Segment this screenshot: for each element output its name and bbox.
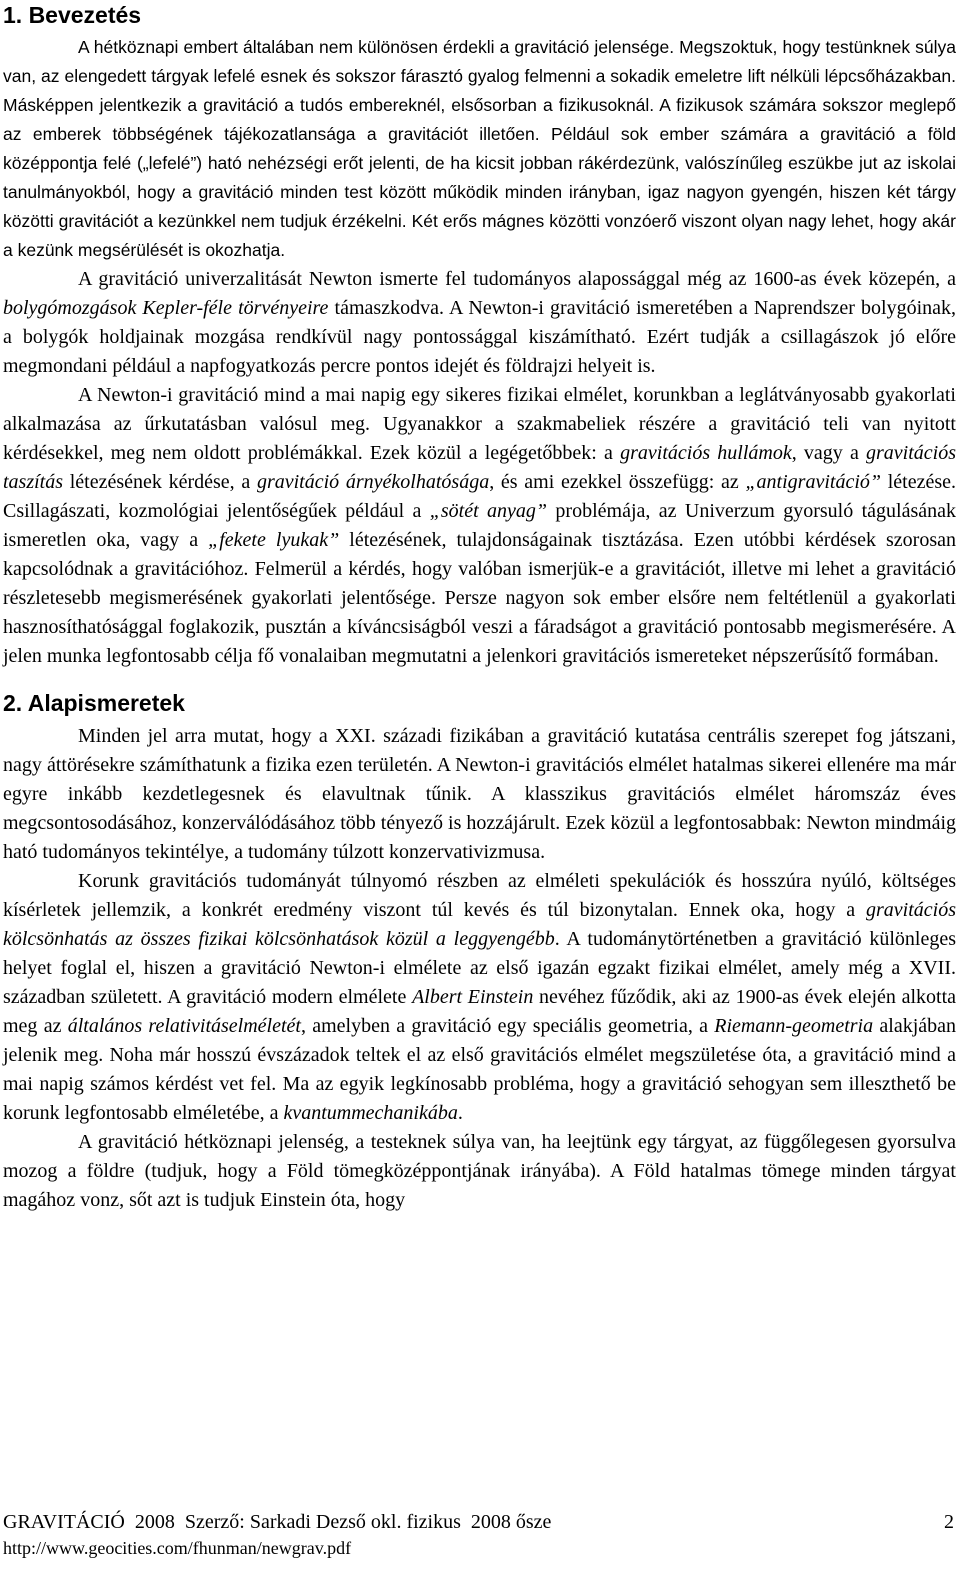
- section-2-heading: 2. Alapismeretek: [3, 690, 185, 716]
- section-1-paragraph-3: [3, 381, 956, 671]
- footer-title: GRAVITÁCIÓ 2008 Szerző: Sarkadi Dezső okl. fizikus 2008 ősze: [3, 1511, 552, 1533]
- page-footer: [3, 1509, 954, 1561]
- section-2-paragraph-3: [3, 1128, 956, 1215]
- text-run: létezésének kérdése, a: [63, 471, 257, 493]
- text-run: problémája, az Univerzum gyorsuló tágulásának ismeretlen oka, vagy a: [3, 500, 957, 551]
- italic-term: gravitációs hullámok: [620, 442, 792, 464]
- text-run: nevéhez fűződik, aki az 1900-as évek elején alkotta meg az: [3, 986, 957, 1037]
- italic-term: „fekete lyukak”: [208, 529, 340, 551]
- text-run: , és ami ezekkel összefügg: az: [489, 471, 746, 493]
- italic-term: kvantummechanikába: [283, 1102, 458, 1124]
- section-2-paragraph-2: [3, 867, 956, 1128]
- italic-term: gravitáció árnyékolhatósága: [256, 471, 490, 493]
- text-run: , amelyben a gravitáció egy speciális geometria, a: [300, 1015, 715, 1037]
- footer-url-link[interactable]: http://www.geocities.com/fhunman/newgrav.pdf: [3, 1538, 352, 1558]
- text-run: támaszkodva. A Newton-i gravitáció ismeretében a Naprendszer bolygóinak, a bolygók holdjainak mozgása rendkívül nagy pontossággal kiszámítható. Ezért tudják a csillagászok jó előre megmondani például a napfogyatkozás percre pontos idejét és földrajzi helyeit is.: [3, 297, 957, 377]
- text-run: Minden jel arra mutat, hogy a XXI. századi fizikában a gravitáció kutatása centrális szerepet fog játszani, nagy áttörésekre számíthatunk a fizika ezen területén. A Newton-i gravitációs elmélet hatalmas sikerei ellenére ma már egyre inkább kezdetlegesnek és elavultnak tűnik. A klasszikus gravitációs elmélet háromszáz éves megcsontosodásához, konzerválódásához több tényező is hozzájárult. Ezek közül a legfontosabbak: Newton mindmáig ható tudományos tekintélye, a tudomány túlzott konzervativizmusa.: [3, 725, 956, 863]
- text-run: létezésének, tulajdonságainak tisztázása. Ezen utóbbi kérdések szorosan kapcsolódnak a gravitációhoz. Felmerül a kérdés, hogy valóban ismerjük-e a gravitációt, illetve mi lehet a gravitáció részletesebb megismerésének gyakorlati jelentősége. Persze nagyon sok ember elsőre nem feltétlenül a gyakorlati hasznosíthatósággal foglakozik, pusztán a kíváncsiságból veszi a fáradságot a gravitáció pontosabb megismerésére. A jelen munka legfontosabb célja fő vonalaiban megmutatni a jelenkori gravitációs ismereteket népszerűsítő formában.: [3, 529, 956, 667]
- section-2-paragraph-1: [3, 722, 956, 867]
- text-run: A gravitáció hétköznapi jelenség, a testeknek súlya van, ha leejtünk egy tárgyat, az függőlegesen gyorsulva mozog a földre (tudjuk, hogy a Föld tömegközéppontjának irányába). A Föld hatalmas tömege minden tárgyat magához vonz, sőt azt is tudjuk Einstein óta, hogy: [3, 1131, 956, 1211]
- footer-row: [3, 1509, 954, 1535]
- italic-term: „antigravitáció”: [745, 471, 882, 493]
- italic-term: gravitációs kölcsönhatás az összes fizikai kölcsönhatások közül a leggyengébb: [3, 899, 956, 950]
- section-1-paragraph-1: [3, 33, 956, 265]
- text-run: alakjában jelenik meg. Noha már hosszú évszázadok teltek el az első gravitációs elmélet megszületése óta, a gravitáció mind a mai napig számos kérdést vet fel. Ma az egyik legkínosabb probléma, hogy a gravitáció sehogyan sem illeszthető be korunk legfontosabb elméletébe, a: [3, 1015, 957, 1124]
- italic-term: Riemann-geometria: [714, 1015, 874, 1037]
- text-run: létezése. Csillagászati, kozmológiai jelentőségűek például a: [3, 471, 957, 522]
- text-run: Korunk gravitációs tudományát túlnyomó részben az elméleti spekulációk és hosszúra nyúló, költséges kísérletek jellemzik, a konkrét eredmény viszont túl kevés és túl bizonytalan. Ennek oka, hogy a: [3, 870, 956, 921]
- section-1-paragraph-2: [3, 265, 956, 381]
- text-run: A Newton-i gravitáció mind a mai napig egy sikeres fizikai elmélet, korunkban a leglátványosabb gyakorlati alkalmazása az űrkutatásban valósul meg. Ugyanakkor a szakmabeliek részére a gravitáció teli van nyitott kérdésekkel, meg nem oldott problémákkal. Ezek közül a legégetőbbek: a: [3, 384, 956, 464]
- text-run: .: [457, 1102, 463, 1124]
- text-run: , vagy a: [791, 442, 866, 464]
- italic-term: „sötét anyag”: [429, 500, 548, 522]
- italic-term: gravitációs taszítás: [3, 442, 956, 493]
- text-run: A gravitáció univerzalitását Newton ismerte fel tudományos alapossággal még az 1600-as évek közepén, a: [78, 268, 956, 290]
- text-run: . A tudománytörténetben a gravitáció különleges helyet foglal el, hiszen a gravitáció Newton-i elmélete az első igazán egzakt fizikai elmélet, amely még a XVII. században született. A gravitáció modern elmélete: [3, 928, 956, 1008]
- italic-term: Albert Einstein: [412, 986, 534, 1008]
- page-number: 2: [944, 1511, 954, 1533]
- italic-term: általános relativitáselméletét: [67, 1015, 301, 1037]
- section-1-heading: 1. Bevezetés: [3, 2, 142, 28]
- text-run: Például sok ember számára a gravitáció a föld középpontja felé („lefelé”) ható nehézségi erőt jelenti, de ha kicsit jobban rákérdezünk, valószínűleg eszükbe jut az iskolai tanulmányokból, hogy a gravitáció minden test között működik minden irányban, igaz nagyon gyengén, hiszen két tárgy közötti gravitációt a kezünkkel nem tudjuk érzékelni. Két erős mágnes közötti vonzóerő viszont olyan nagy lehet, hogy akár a kezünk megsérülését is okozhatja.: [3, 124, 957, 260]
- italic-term: bolygómozgások Kepler-féle törvényeire: [3, 297, 329, 319]
- text-run: A hétköznapi embert általában nem különösen érdekli a gravitáció jelensége. Megszoktuk, hogy testünknek súlya van, az elengedett tárgyak lefelé esnek és sokszor fárasztó gyalog felmenni a sokadik emeletre lift nélküli lépcsőházakban. Másképpen jelentkezik a gravitáció a tudós embereknél, elsősorban a fizikusoknál. A fizikusok számára sokszor meglepő az emberek többségének tájékozatlansága a gravitációt illetően.: [3, 37, 956, 144]
